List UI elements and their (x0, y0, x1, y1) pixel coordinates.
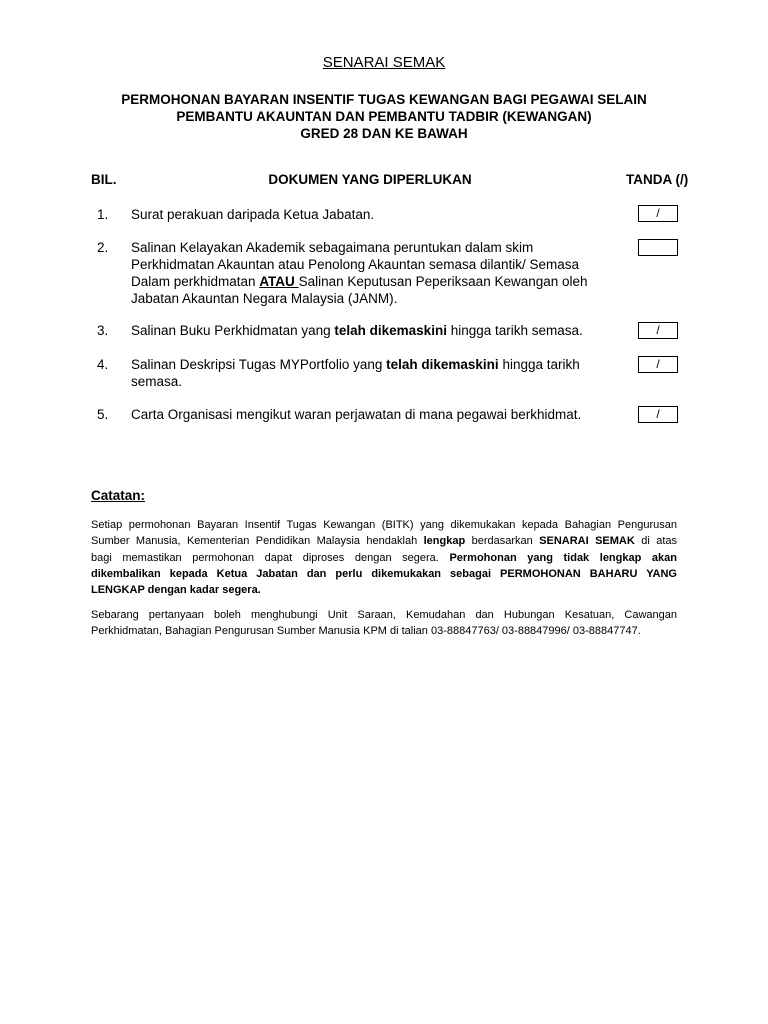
subtitle-line-2: PEMBANTU AKAUNTAN DAN PEMBANTU TADBIR (KEWANGAN) (176, 109, 592, 124)
subtitle-line-1: PERMOHONAN BAYARAN INSENTIF TUGAS KEWANGAN BAGI PEGAWAI SELAIN (121, 92, 647, 107)
note-paragraph-1 (91, 517, 677, 598)
note-bold: Permohonan yang tidak lengkap akan (449, 551, 677, 564)
note-line: dikembalikan kepada Ketua Jabatan dan perlu dikemukakan sebagai PERMOHONAN BAHARU YANG (91, 567, 677, 580)
note-bold: lengkap (423, 535, 466, 548)
note-line: Sebarang pertanyaan boleh menghubungi Unit Saraan, Kemudahan dan Hubungan Kesatuan, Cawangan (91, 609, 677, 621)
note-line (91, 550, 677, 566)
item-text-line: Perkhidmatan Akauntan atau Penolong Akauntan semasa dilantik/ Semasa (131, 257, 580, 272)
note-segment: di atas (634, 535, 678, 548)
item-number: 1. (97, 207, 109, 222)
item-text (131, 206, 611, 223)
note-segment: Sumber Manusia, Kementerian Pendidikan Malaysia hendaklah (91, 535, 424, 548)
item-text-line: Jabatan Akauntan Negara Malaysia (JANM). (131, 291, 398, 306)
item-text-segment: Dalam perkhidmatan (131, 274, 260, 289)
tick-box[interactable]: / (638, 356, 678, 373)
item-text-line (131, 322, 611, 339)
item-text-line: Salinan Kelayakan Akademik sebagaimana peruntukan dalam skim (131, 240, 534, 255)
item-text (131, 322, 611, 339)
atau-emphasis: ATAU (259, 274, 299, 289)
item-text-segment: Salinan Deskripsi Tugas MYPortfolio yang (131, 357, 387, 372)
column-header-dokumen: DOKUMEN YANG DIPERLUKAN (268, 172, 472, 187)
note-segment: bagi memastikan permohonan dapat diproses dengan segera. (91, 551, 450, 564)
item-text-segment: Salinan Keputusan Peperiksaan Kewangan oleh (298, 274, 588, 289)
item-text-segment: hingga tarikh semasa. (446, 323, 583, 338)
note-paragraph-2 (91, 607, 677, 640)
item-number: 4. (97, 357, 109, 372)
column-header-tanda: TANDA (/) (626, 172, 689, 187)
item-text-segment: Salinan Buku Perkhidmatan yang (131, 323, 335, 338)
catatan-heading: Catatan: (91, 488, 146, 503)
page-title: SENARAI SEMAK (322, 54, 446, 71)
column-header-bil: BIL. (91, 172, 117, 187)
subtitle-line-3: GRED 28 DAN KE BAWAH (300, 126, 468, 141)
item-text-line: Surat perakuan daripada Ketua Jabatan. (131, 207, 375, 222)
note-line: Perkhidmatan, Bahagian Pengurusan Sumber Manusia KPM di talian 03-88847763/ 03-88847996/ 03-88847747. (91, 625, 641, 638)
document-subtitle (60, 91, 708, 142)
item-text-bold: telah dikemaskini (386, 357, 499, 372)
item-number: 2. (97, 240, 109, 255)
note-line: Setiap permohonan Bayaran Insentif Tugas Kewangan (BITK) yang dikemukakan kepada Bahagian Pengurusan (91, 519, 677, 531)
item-text (131, 406, 611, 423)
item-number: 3. (97, 323, 109, 338)
item-text-line (131, 273, 611, 290)
tick-box[interactable]: / (638, 406, 678, 423)
item-text-bold: telah dikemaskini (334, 323, 447, 338)
tick-box[interactable]: / (638, 205, 678, 222)
item-text (131, 356, 611, 390)
item-text-line (131, 356, 611, 373)
note-bold: SENARAI SEMAK (539, 535, 635, 548)
note-line (91, 533, 677, 549)
item-text (131, 239, 611, 307)
item-text-line: Carta Organisasi mengikut waran perjawatan di mana pegawai berkhidmat. (131, 407, 582, 422)
tick-box[interactable]: / (638, 322, 678, 339)
item-text-segment: hingga tarikh (498, 357, 580, 372)
note-line: LENGKAP dengan kadar segera. (91, 584, 261, 597)
note-segment: berdasarkan (465, 535, 540, 548)
item-number: 5. (97, 407, 109, 422)
item-text-line: semasa. (131, 374, 183, 389)
tick-box[interactable] (638, 239, 678, 256)
